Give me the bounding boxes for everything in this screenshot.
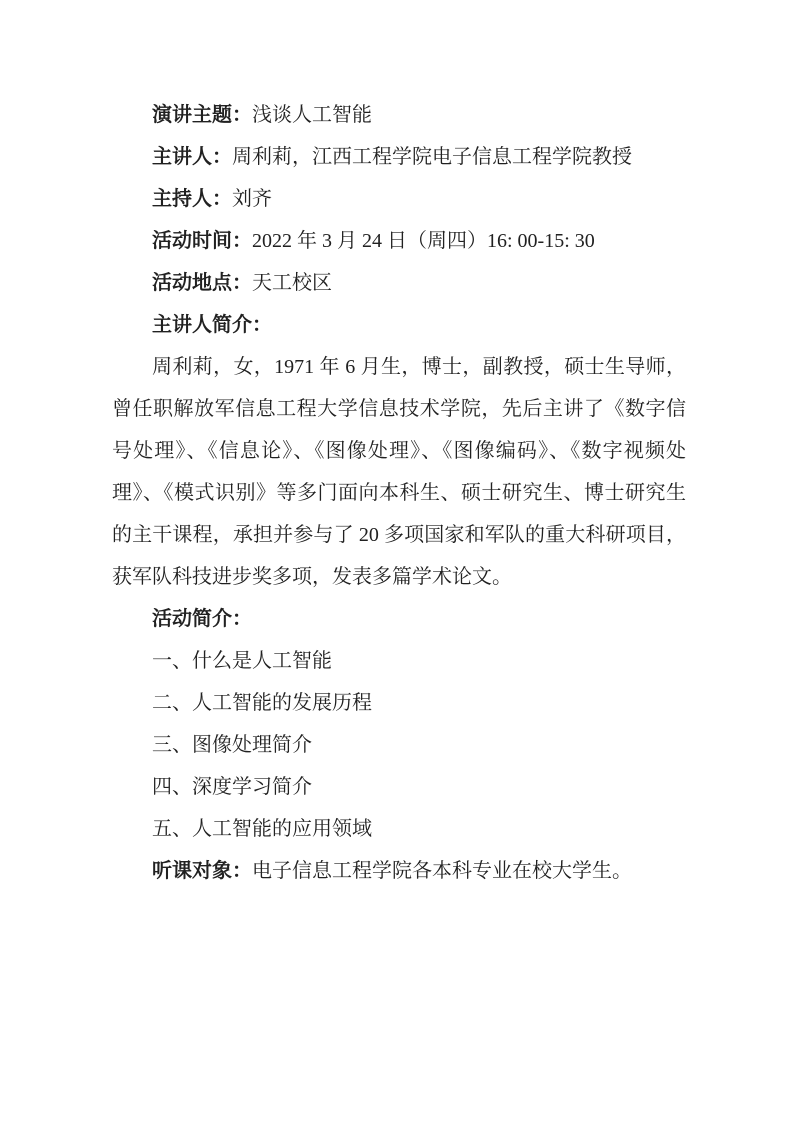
info-row-time <box>112 220 686 262</box>
info-value: 2022 年 3 月 24 日（周四）16: 00-15: 30 <box>252 230 595 252</box>
agenda-item: 五、人工智能的应用领域 <box>152 818 372 840</box>
agenda-heading: 活动简介： <box>152 608 252 630</box>
info-label: 活动时间： <box>152 230 252 252</box>
info-row-location <box>112 262 686 304</box>
bio-heading: 主讲人简介： <box>152 314 272 336</box>
info-label: 主讲人： <box>152 146 232 168</box>
agenda-item: 二、人工智能的发展历程 <box>152 692 372 714</box>
document-content <box>112 94 686 892</box>
info-row-host <box>112 178 686 220</box>
agenda-item: 四、深度学习简介 <box>152 776 312 798</box>
info-row-topic <box>112 94 686 136</box>
info-value: 刘齐 <box>232 188 272 210</box>
agenda-item: 一、什么是人工智能 <box>152 650 332 672</box>
audience-row <box>112 850 686 892</box>
info-label: 演讲主题： <box>152 104 252 126</box>
info-value: 浅谈人工智能 <box>252 104 372 126</box>
info-label: 主持人： <box>152 188 232 210</box>
audience-value: 电子信息工程学院各本科专业在校大学生。 <box>252 860 632 882</box>
agenda-item: 三、图像处理简介 <box>152 734 312 756</box>
bio-paragraph: 周利莉，女，1971 年 6 月生，博士，副教授，硕士生导师，曾任职解放军信息工程大学信息技术学院，先后主讲了《数字信号处理》、《信息论》、《图像处理》、《图像编码》、《数字视频处理》、《模式识别》等多门面向本科生、硕士研究生、博士研究生的主干课程，承担并参与了 20 多项国家和军队的重大科研项目，获军队科技进步奖多项，发表多篇学术论文。 <box>112 356 686 588</box>
audience-label: 听课对象： <box>152 860 252 882</box>
info-value: 周利莉，江西工程学院电子信息工程学院教授 <box>232 146 632 168</box>
info-row-speaker <box>112 136 686 178</box>
info-label: 活动地点： <box>152 272 252 294</box>
info-value: 天工校区 <box>252 272 332 294</box>
